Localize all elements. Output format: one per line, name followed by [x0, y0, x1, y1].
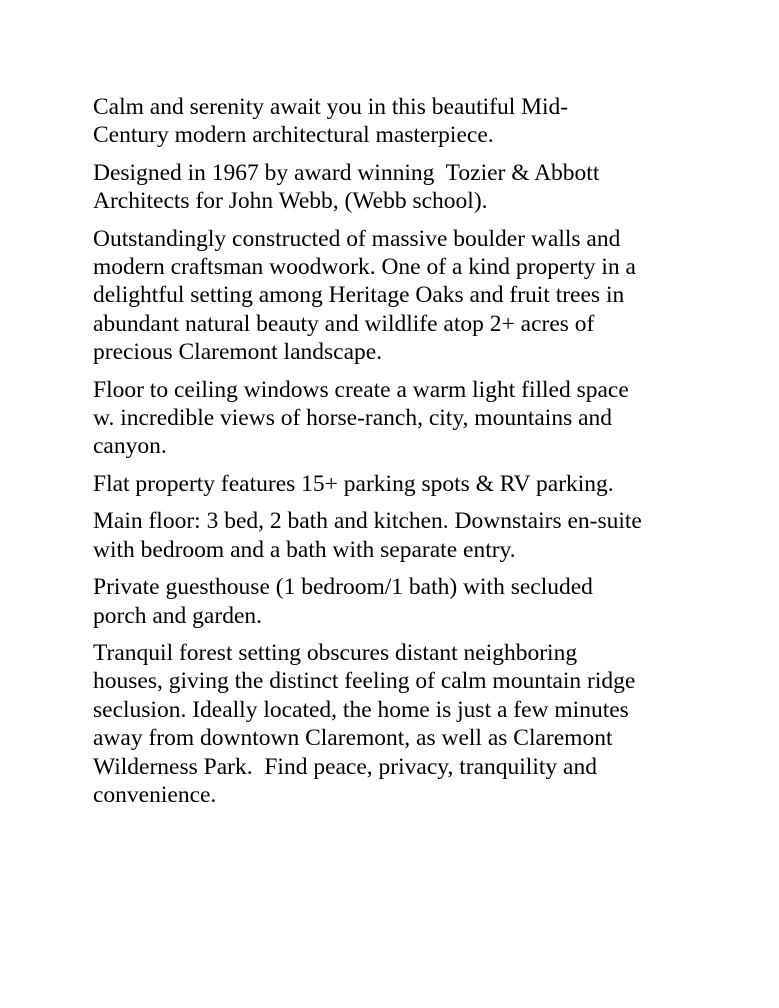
text-line: modern craftsman woodwork. One of a kind property in a: [93, 254, 636, 281]
text-line: precious Claremont landscape.: [93, 339, 383, 366]
text-line: Floor to ceiling windows create a warm light filled space: [93, 376, 629, 403]
text-line: Century modern architectural masterpiece.: [93, 122, 494, 149]
text-line: Main floor: 3 bed, 2 bath and kitchen. Downstairs en-suite: [93, 508, 642, 535]
text-line: canyon.: [93, 433, 167, 460]
text-line: delightful setting among Heritage Oaks and fruit trees in: [93, 282, 625, 309]
paragraph-floors: [93, 507, 733, 564]
property-description: [93, 93, 733, 818]
paragraph-windows: [93, 376, 733, 461]
text-line: Flat property features 15+ parking spots & RV parking.: [93, 470, 614, 497]
text-line: Wilderness Park. Find peace, privacy, tranquility and: [93, 753, 597, 780]
text-line: Calm and serenity await you in this beautiful Mid-: [93, 94, 569, 120]
text-line: porch and garden.: [93, 602, 262, 629]
text-line: with bedroom and a bath with separate entry.: [93, 536, 516, 563]
text-line: houses, giving the distinct feeling of calm mountain ridge: [93, 668, 636, 695]
text-line: Tranquil forest setting obscures distant neighboring: [93, 639, 578, 666]
paragraph-intro: [93, 93, 733, 150]
paragraph-setting: [93, 639, 733, 809]
text-line: w. incredible views of horse-ranch, city, mountains and: [93, 405, 613, 432]
text-line: Designed in 1967 by award winning Tozier & Abbott: [93, 159, 600, 186]
paragraph-construction: [93, 225, 733, 367]
paragraph-guesthouse: [93, 573, 733, 630]
paragraph-architect: [93, 159, 733, 216]
text-line: Architects for John Webb, (Webb school).: [93, 188, 488, 215]
text-line: convenience.: [93, 781, 217, 808]
paragraph-parking: [93, 470, 733, 498]
text-line: abundant natural beauty and wildlife atop 2+ acres of: [93, 310, 595, 337]
text-line: Private guesthouse (1 bedroom/1 bath) with secluded: [93, 574, 593, 601]
text-line: away from downtown Claremont, as well as Claremont: [93, 725, 613, 752]
text-line: Outstandingly constructed of massive boulder walls and: [93, 225, 621, 252]
text-line: seclusion. Ideally located, the home is just a few minutes: [93, 696, 629, 723]
